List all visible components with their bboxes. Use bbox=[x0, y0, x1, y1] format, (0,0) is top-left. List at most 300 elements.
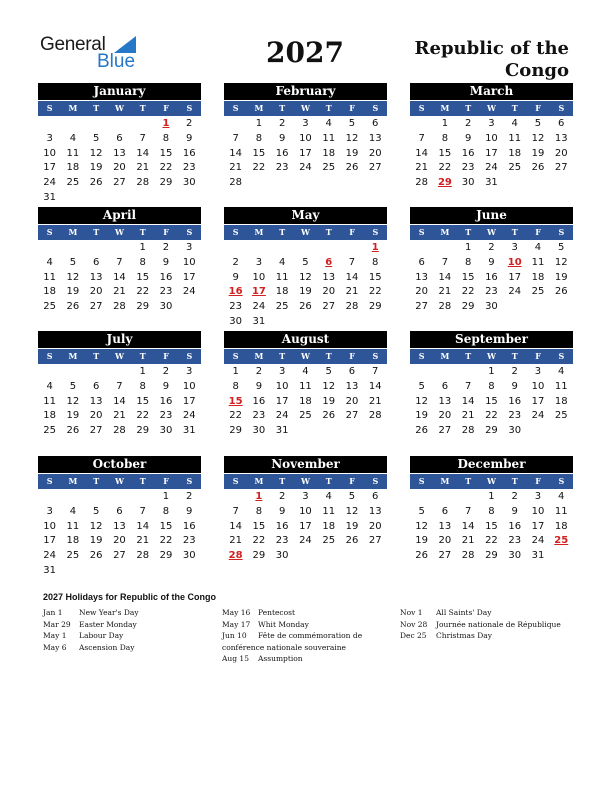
day-cell-holiday: 16 bbox=[228, 286, 243, 298]
day-blank bbox=[108, 365, 131, 380]
day-cell: 12 bbox=[531, 132, 545, 144]
day-cell: 24 bbox=[485, 162, 498, 174]
holiday-row bbox=[222, 607, 398, 619]
weekday-label: T bbox=[465, 351, 472, 361]
day-cell: 2 bbox=[162, 242, 170, 253]
day-cell: 27 bbox=[438, 425, 452, 437]
day-cell: 30 bbox=[182, 550, 196, 562]
day-cell: 20 bbox=[368, 147, 382, 159]
weekday-label: S bbox=[46, 351, 53, 361]
day-blank bbox=[317, 241, 340, 256]
weekday-label: W bbox=[486, 103, 496, 113]
day-blank bbox=[131, 490, 154, 505]
day-cell: 13 bbox=[345, 380, 359, 392]
day-cell: 28 bbox=[368, 410, 382, 422]
day-cell: 15 bbox=[136, 271, 150, 283]
weekday-label: M bbox=[68, 476, 78, 486]
day-cell: 18 bbox=[508, 147, 522, 159]
weekday-header bbox=[38, 225, 201, 240]
weekday-label: S bbox=[558, 227, 565, 237]
weekday-header bbox=[224, 101, 387, 116]
day-cell: 19 bbox=[345, 520, 359, 532]
day-cell: 1 bbox=[441, 118, 449, 129]
weekday-label: T bbox=[325, 227, 332, 237]
day-cell: 13 bbox=[113, 147, 126, 159]
day-cell: 23 bbox=[275, 162, 289, 174]
country-title-line1: Republic of the bbox=[414, 38, 569, 59]
weekday-label: W bbox=[114, 351, 124, 361]
country-title-line2: Congo bbox=[504, 60, 569, 81]
day-cell: 11 bbox=[299, 380, 312, 392]
logo-blue-text: Blue bbox=[97, 51, 136, 72]
day-cell: 26 bbox=[531, 162, 545, 174]
day-cell: 10 bbox=[252, 271, 266, 283]
weekday-label: S bbox=[186, 351, 193, 361]
day-cell: 1 bbox=[139, 242, 146, 253]
day-cell: 12 bbox=[299, 271, 312, 283]
day-cell: 16 bbox=[182, 147, 196, 159]
holiday-date: May 16 bbox=[222, 608, 251, 617]
day-cell: 12 bbox=[89, 147, 103, 159]
day-cell: 24 bbox=[252, 301, 266, 313]
weekday-label: S bbox=[372, 476, 379, 486]
day-blank bbox=[433, 490, 456, 505]
day-cell-holiday: 1 bbox=[255, 491, 263, 502]
day-cell: 7 bbox=[116, 380, 123, 392]
weekday-label: T bbox=[93, 103, 100, 113]
day-grid bbox=[410, 365, 573, 439]
holidays-title: 2027 Holidays for Republic of the Congo bbox=[43, 592, 217, 602]
weekday-label: W bbox=[486, 351, 496, 361]
weekday-label: S bbox=[372, 103, 379, 113]
weekday-label: T bbox=[325, 351, 332, 361]
weekday-label: T bbox=[279, 476, 286, 486]
day-cell: 16 bbox=[275, 147, 289, 159]
day-cell: 10 bbox=[299, 132, 312, 144]
day-cell: 17 bbox=[182, 271, 196, 283]
day-cell: 29 bbox=[485, 550, 498, 562]
day-cell: 14 bbox=[113, 395, 126, 407]
day-cell: 10 bbox=[182, 256, 196, 268]
day-cell: 23 bbox=[252, 410, 266, 422]
day-blank bbox=[410, 365, 433, 380]
day-cell: 13 bbox=[322, 271, 336, 283]
day-cell: 13 bbox=[438, 395, 452, 407]
day-cell: 19 bbox=[66, 286, 80, 298]
month-october bbox=[38, 456, 201, 579]
weekday-label: S bbox=[46, 227, 53, 237]
day-cell: 9 bbox=[232, 271, 239, 283]
day-cell: 6 bbox=[372, 491, 379, 502]
day-cell: 26 bbox=[66, 425, 80, 437]
weekday-label: T bbox=[139, 351, 146, 361]
country-title bbox=[369, 38, 569, 82]
day-cell: 15 bbox=[368, 271, 382, 283]
holiday-row bbox=[222, 619, 398, 631]
day-cell: 30 bbox=[275, 550, 289, 562]
day-cell: 21 bbox=[461, 410, 475, 422]
weekday-label: M bbox=[68, 103, 78, 113]
holiday-date: Nov 28 bbox=[400, 619, 428, 629]
day-cell: 23 bbox=[508, 410, 522, 422]
holiday-column bbox=[400, 607, 576, 642]
day-cell: 4 bbox=[325, 118, 332, 129]
weekday-label: W bbox=[114, 227, 124, 237]
day-cell: 25 bbox=[531, 286, 545, 298]
day-cell: 31 bbox=[485, 177, 498, 189]
day-cell: 2 bbox=[488, 242, 495, 253]
day-cell: 9 bbox=[255, 380, 263, 392]
day-cell: 14 bbox=[368, 380, 382, 392]
day-cell-holiday: 15 bbox=[228, 395, 243, 407]
day-cell: 8 bbox=[488, 380, 495, 392]
holiday-row bbox=[43, 630, 219, 642]
day-blank bbox=[224, 241, 247, 256]
logo bbox=[40, 34, 150, 74]
day-cell: 20 bbox=[89, 286, 103, 298]
day-cell: 18 bbox=[531, 271, 545, 283]
day-cell: 3 bbox=[302, 118, 309, 129]
holiday-date: Mar 29 bbox=[43, 619, 71, 629]
weekday-label: T bbox=[511, 476, 518, 486]
weekday-label: T bbox=[465, 476, 472, 486]
day-cell: 16 bbox=[508, 395, 522, 407]
day-cell: 23 bbox=[275, 535, 289, 547]
day-cell: 29 bbox=[252, 550, 266, 562]
day-cell: 21 bbox=[229, 535, 242, 547]
day-blank bbox=[108, 490, 131, 505]
day-cell: 30 bbox=[252, 425, 266, 437]
weekday-label: W bbox=[300, 476, 310, 486]
day-cell: 28 bbox=[113, 301, 126, 313]
day-cell: 10 bbox=[43, 520, 56, 532]
day-cell: 16 bbox=[485, 271, 498, 283]
day-cell: 12 bbox=[89, 520, 103, 532]
day-cell: 27 bbox=[89, 301, 103, 313]
weekday-label: T bbox=[511, 351, 518, 361]
weekday-label: F bbox=[349, 227, 355, 237]
weekday-label: T bbox=[139, 227, 146, 237]
day-cell: 20 bbox=[438, 410, 452, 422]
day-cell: 1 bbox=[488, 366, 495, 377]
day-cell: 14 bbox=[136, 520, 150, 532]
weekday-label: S bbox=[418, 351, 425, 361]
day-cell: 15 bbox=[485, 395, 498, 407]
weekday-label: S bbox=[46, 476, 53, 486]
holiday-date: May 6 bbox=[43, 642, 67, 652]
day-blank bbox=[433, 241, 456, 256]
day-cell: 8 bbox=[255, 505, 263, 517]
month-june bbox=[410, 207, 573, 315]
holiday-date: May 1 bbox=[43, 631, 67, 640]
day-cell: 14 bbox=[415, 147, 428, 159]
day-cell: 29 bbox=[461, 301, 475, 313]
day-cell: 13 bbox=[438, 520, 452, 532]
day-cell: 9 bbox=[162, 256, 170, 268]
weekday-label: S bbox=[558, 103, 565, 113]
day-cell: 9 bbox=[488, 256, 495, 268]
day-cell: 21 bbox=[345, 286, 359, 298]
day-cell: 23 bbox=[159, 286, 173, 298]
day-cell: 25 bbox=[43, 301, 56, 313]
day-cell: 12 bbox=[554, 256, 568, 268]
day-cell: 28 bbox=[229, 177, 242, 189]
day-blank bbox=[294, 241, 317, 256]
day-cell: 30 bbox=[229, 315, 242, 327]
month-march bbox=[410, 83, 573, 191]
day-cell: 11 bbox=[322, 132, 336, 144]
weekday-label: F bbox=[535, 103, 541, 113]
weekday-label: F bbox=[535, 227, 541, 237]
day-cell: 1 bbox=[232, 366, 239, 377]
holiday-name: New Year's Day bbox=[79, 608, 139, 617]
day-cell: 22 bbox=[252, 162, 266, 174]
day-cell: 17 bbox=[485, 147, 498, 159]
day-cell: 19 bbox=[89, 535, 103, 547]
day-cell: 22 bbox=[461, 286, 475, 298]
month-may bbox=[224, 207, 387, 330]
weekday-header bbox=[38, 349, 201, 364]
day-cell: 5 bbox=[418, 505, 425, 517]
day-cell: 17 bbox=[299, 147, 312, 159]
day-cell: 26 bbox=[415, 425, 428, 437]
weekday-label: W bbox=[300, 351, 310, 361]
day-cell: 17 bbox=[508, 271, 522, 283]
day-cell: 24 bbox=[299, 535, 312, 547]
day-cell: 19 bbox=[345, 147, 359, 159]
day-cell: 26 bbox=[345, 162, 359, 174]
day-cell: 27 bbox=[415, 301, 428, 313]
day-cell: 7 bbox=[372, 366, 379, 377]
weekday-label: S bbox=[558, 351, 565, 361]
day-cell: 11 bbox=[531, 256, 545, 268]
day-cell: 30 bbox=[461, 177, 475, 189]
day-cell: 11 bbox=[43, 271, 56, 283]
day-blank bbox=[410, 241, 433, 256]
day-cell: 26 bbox=[89, 177, 103, 189]
day-cell: 17 bbox=[182, 395, 196, 407]
day-cell: 1 bbox=[488, 491, 495, 502]
day-cell: 27 bbox=[554, 162, 568, 174]
day-cell: 10 bbox=[299, 505, 312, 517]
day-cell: 21 bbox=[229, 162, 242, 174]
weekday-label: F bbox=[535, 351, 541, 361]
weekday-label: F bbox=[535, 476, 541, 486]
day-cell: 5 bbox=[325, 366, 332, 377]
day-cell: 10 bbox=[275, 380, 289, 392]
month-title: June bbox=[410, 207, 573, 224]
day-cell: 28 bbox=[415, 177, 428, 189]
day-cell: 31 bbox=[252, 315, 266, 327]
day-cell: 26 bbox=[554, 286, 568, 298]
day-cell: 30 bbox=[508, 550, 522, 562]
day-cell: 6 bbox=[92, 380, 100, 392]
day-cell: 27 bbox=[89, 425, 103, 437]
weekday-label: M bbox=[68, 351, 78, 361]
day-cell: 8 bbox=[255, 132, 263, 144]
day-cell: 12 bbox=[345, 505, 359, 517]
weekday-label: W bbox=[300, 103, 310, 113]
day-cell: 14 bbox=[229, 147, 242, 159]
day-cell: 12 bbox=[322, 380, 336, 392]
weekday-label: S bbox=[418, 476, 425, 486]
weekday-label: S bbox=[418, 227, 425, 237]
month-title: March bbox=[410, 83, 573, 100]
month-title: January bbox=[38, 83, 201, 100]
day-cell: 6 bbox=[92, 256, 100, 268]
weekday-label: T bbox=[279, 351, 286, 361]
day-cell: 4 bbox=[511, 118, 518, 129]
day-cell-holiday: 1 bbox=[162, 118, 170, 129]
day-cell: 20 bbox=[113, 162, 126, 174]
day-cell: 1 bbox=[255, 118, 263, 129]
day-cell: 17 bbox=[531, 395, 545, 407]
weekday-label: W bbox=[300, 227, 310, 237]
day-cell: 5 bbox=[348, 491, 356, 502]
day-blank bbox=[224, 117, 247, 132]
day-cell: 9 bbox=[278, 132, 286, 144]
day-blank bbox=[457, 365, 480, 380]
day-cell: 27 bbox=[368, 162, 382, 174]
day-cell: 3 bbox=[302, 491, 309, 502]
day-cell: 14 bbox=[136, 147, 150, 159]
day-cell: 28 bbox=[136, 550, 150, 562]
day-cell: 15 bbox=[438, 147, 452, 159]
day-cell: 21 bbox=[461, 535, 475, 547]
day-cell: 16 bbox=[159, 271, 173, 283]
day-cell: 14 bbox=[461, 395, 475, 407]
day-cell: 27 bbox=[113, 177, 126, 189]
holiday-name: Christmas Day bbox=[436, 631, 492, 640]
day-cell: 21 bbox=[136, 162, 150, 174]
day-cell: 27 bbox=[345, 410, 359, 422]
weekday-label: M bbox=[440, 476, 450, 486]
day-grid bbox=[38, 241, 201, 315]
day-blank bbox=[85, 117, 108, 132]
weekday-header bbox=[410, 225, 573, 240]
day-cell: 30 bbox=[485, 301, 498, 313]
day-cell: 5 bbox=[69, 256, 77, 268]
day-cell: 3 bbox=[46, 132, 53, 144]
day-cell: 26 bbox=[66, 301, 80, 313]
day-cell: 4 bbox=[278, 256, 286, 268]
day-cell: 4 bbox=[46, 256, 53, 268]
day-blank bbox=[131, 117, 154, 132]
day-cell: 7 bbox=[464, 380, 472, 392]
holiday-row bbox=[43, 607, 219, 619]
day-cell: 19 bbox=[66, 410, 80, 422]
day-cell: 15 bbox=[252, 520, 266, 532]
day-blank bbox=[38, 117, 61, 132]
holiday-name: Easter Monday bbox=[79, 619, 137, 629]
holiday-name: Journée nationale de République bbox=[436, 619, 561, 629]
day-cell: 20 bbox=[415, 286, 428, 298]
day-cell: 15 bbox=[485, 520, 498, 532]
day-cell: 8 bbox=[464, 256, 472, 268]
day-cell: 26 bbox=[299, 301, 312, 313]
holiday-date: May 17 bbox=[222, 619, 251, 629]
day-cell: 31 bbox=[275, 425, 289, 437]
day-cell: 28 bbox=[136, 177, 150, 189]
day-blank bbox=[38, 241, 61, 256]
holiday-row bbox=[222, 630, 398, 642]
day-cell: 11 bbox=[508, 132, 522, 144]
weekday-label: F bbox=[349, 476, 355, 486]
day-blank bbox=[224, 490, 247, 505]
day-cell: 4 bbox=[558, 366, 565, 377]
day-cell: 21 bbox=[136, 535, 150, 547]
day-cell: 4 bbox=[46, 380, 53, 392]
day-cell: 7 bbox=[348, 256, 356, 268]
day-cell: 21 bbox=[113, 286, 126, 298]
weekday-label: S bbox=[372, 227, 379, 237]
weekday-label: S bbox=[46, 103, 53, 113]
day-cell: 3 bbox=[46, 505, 53, 517]
day-cell: 13 bbox=[113, 520, 126, 532]
day-cell: 29 bbox=[136, 301, 150, 313]
day-cell: 16 bbox=[275, 520, 289, 532]
weekday-label: T bbox=[93, 227, 100, 237]
day-cell: 25 bbox=[322, 162, 336, 174]
day-grid bbox=[224, 241, 387, 330]
day-cell: 23 bbox=[182, 535, 196, 547]
day-cell: 3 bbox=[534, 491, 542, 502]
day-cell: 25 bbox=[322, 535, 336, 547]
weekday-label: S bbox=[186, 476, 193, 486]
weekday-header bbox=[224, 225, 387, 240]
month-title: December bbox=[410, 456, 573, 473]
day-cell: 11 bbox=[322, 505, 336, 517]
day-cell: 9 bbox=[186, 505, 193, 517]
day-cell: 18 bbox=[66, 535, 80, 547]
weekday-label: T bbox=[279, 103, 286, 113]
weekday-label: T bbox=[511, 103, 518, 113]
day-cell: 6 bbox=[441, 505, 449, 517]
weekday-label: S bbox=[558, 476, 565, 486]
day-cell: 10 bbox=[531, 505, 545, 517]
day-cell: 8 bbox=[232, 380, 239, 392]
weekday-label: W bbox=[486, 476, 496, 486]
weekday-label: M bbox=[254, 476, 264, 486]
day-cell: 4 bbox=[302, 366, 309, 377]
logo-general-text: General bbox=[40, 34, 106, 55]
day-cell: 24 bbox=[43, 550, 56, 562]
day-blank bbox=[433, 365, 456, 380]
day-blank bbox=[247, 241, 270, 256]
day-cell: 18 bbox=[299, 395, 312, 407]
day-cell: 26 bbox=[322, 410, 336, 422]
day-cell: 10 bbox=[43, 147, 56, 159]
day-cell: 31 bbox=[43, 564, 56, 576]
weekday-label: T bbox=[511, 227, 518, 237]
month-title: February bbox=[224, 83, 387, 100]
day-cell: 30 bbox=[182, 177, 196, 189]
day-cell: 7 bbox=[418, 132, 425, 144]
day-cell: 31 bbox=[182, 425, 196, 437]
day-cell: 10 bbox=[182, 380, 196, 392]
day-cell: 29 bbox=[159, 177, 173, 189]
day-cell: 4 bbox=[69, 132, 77, 144]
weekday-label: S bbox=[186, 227, 193, 237]
day-cell: 18 bbox=[322, 147, 336, 159]
day-cell: 26 bbox=[345, 535, 359, 547]
day-cell: 25 bbox=[43, 425, 56, 437]
weekday-label: S bbox=[186, 103, 193, 113]
weekday-header bbox=[224, 474, 387, 489]
day-cell: 6 bbox=[558, 118, 565, 129]
day-cell: 17 bbox=[299, 520, 312, 532]
weekday-label: T bbox=[279, 227, 286, 237]
